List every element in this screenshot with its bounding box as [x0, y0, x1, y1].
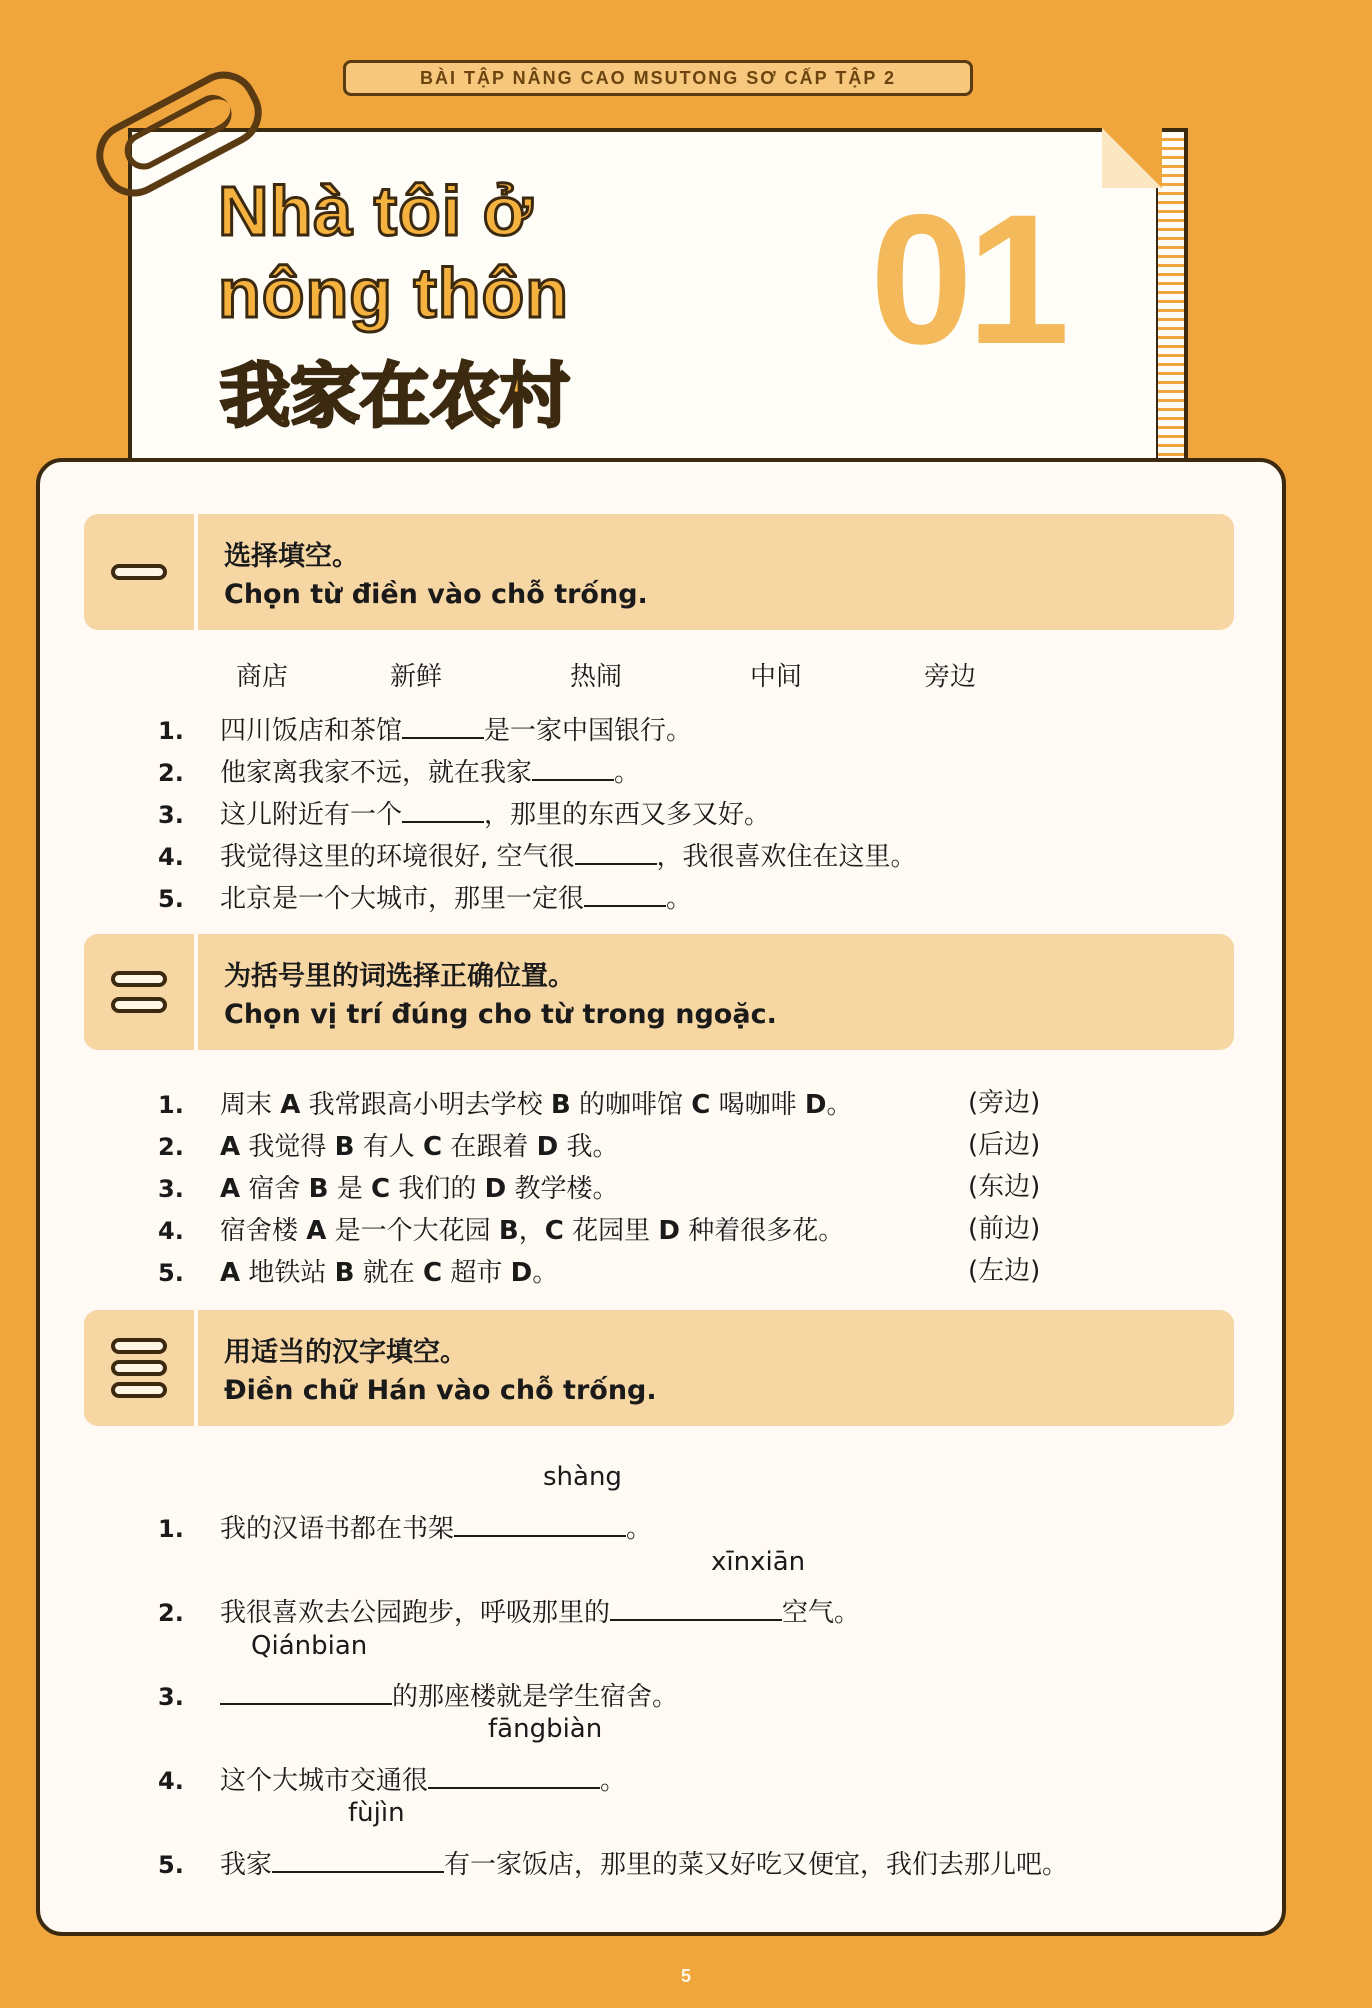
position-marker[interactable]: D [510, 1258, 533, 1288]
question-text: 花园里 [563, 1216, 659, 1246]
word-bank-item: 商店 [236, 662, 289, 692]
position-marker[interactable]: C [371, 1174, 391, 1204]
section-1-instruction-vi: Chọn từ điền vào chỗ trống. [224, 579, 648, 610]
bracket-word: (旁边) [968, 1088, 1041, 1118]
position-marker[interactable]: C [691, 1090, 711, 1120]
s2-question-5 [158, 1252, 558, 1289]
lesson-title-line2: nông thôn [218, 254, 570, 332]
question-number: 1. [158, 1091, 184, 1119]
position-marker[interactable]: B [334, 1258, 355, 1288]
question-text: 宿舍 [240, 1174, 309, 1204]
position-marker[interactable]: A [220, 1174, 241, 1204]
question-text: 有一家饭店，那里的菜又好吃又便宜，我们去那儿吧。 [444, 1850, 1069, 1880]
position-marker[interactable]: C [423, 1258, 443, 1288]
answer-blank[interactable] [402, 717, 484, 739]
s1-question-5 [158, 878, 692, 915]
section-3-numeral [84, 1310, 198, 1426]
question-number: 4. [158, 1767, 184, 1795]
question-text: ，那里的东西又多又好。 [484, 800, 771, 830]
question-text: 的咖啡馆 [570, 1090, 692, 1120]
position-marker[interactable]: B [498, 1216, 519, 1246]
question-number: 2. [158, 1599, 184, 1627]
question-text: 宿舍楼 [220, 1216, 307, 1246]
question-number: 3. [158, 801, 184, 829]
question-text: 我的汉语书都在书架 [220, 1514, 455, 1544]
question-text: 我常跟高小明去学校 [300, 1090, 551, 1120]
s1-question-2 [158, 752, 640, 789]
question-text: 我们的 [390, 1174, 485, 1204]
position-marker[interactable]: D [804, 1090, 827, 1120]
s3-question-1 [158, 1508, 652, 1545]
position-marker[interactable]: B [308, 1174, 329, 1204]
answer-blank[interactable] [610, 1599, 782, 1621]
numeral-bar-icon [111, 971, 167, 987]
answer-blank[interactable] [532, 759, 614, 781]
pinyin-hint: shàng [543, 1462, 622, 1492]
question-text: 就在 [354, 1258, 424, 1288]
pinyin-hint: xīnxiān [711, 1547, 806, 1577]
question-number: 1. [158, 1515, 184, 1543]
question-text: 空气。 [782, 1598, 861, 1628]
section-1-header [84, 514, 1234, 630]
lesson-number: 01 [870, 177, 1064, 383]
question-text: 喝咖啡 [710, 1090, 805, 1120]
lesson-title-vietnamese [218, 170, 738, 334]
s1-question-1 [158, 710, 692, 747]
question-text: 我觉得这里的环境很好, 空气很 [220, 842, 575, 872]
section-2-numeral [84, 934, 198, 1050]
section-3-instruction-zh: 用适当的汉字填空。 [224, 1337, 467, 1368]
numeral-bar-icon [111, 1338, 167, 1354]
question-text: 周末 [220, 1090, 281, 1120]
question-number: 4. [158, 1217, 184, 1245]
question-text: 四川饭店和茶馆 [220, 716, 403, 746]
bracket-word: (左边) [968, 1256, 1041, 1286]
folded-corner [1102, 128, 1162, 188]
question-text: 在跟着 [442, 1132, 537, 1162]
question-number: 3. [158, 1683, 184, 1711]
section-1-instruction-zh: 选择填空。 [224, 541, 359, 572]
s3-question-3 [158, 1676, 678, 1713]
question-text: ，我很喜欢住在这里。 [656, 842, 917, 872]
question-number: 2. [158, 1133, 184, 1161]
answer-blank[interactable] [402, 801, 484, 823]
question-text: 是 [328, 1174, 372, 1204]
question-text: 。 [614, 758, 641, 788]
question-text: 的那座楼就是学生宿舍。 [392, 1682, 679, 1712]
question-text: 我。 [558, 1132, 619, 1162]
question-text: 我家 [220, 1850, 273, 1880]
question-text: ， [518, 1216, 545, 1246]
position-marker[interactable]: B [550, 1090, 571, 1120]
numeral-bar-icon [111, 1382, 167, 1398]
question-number: 3. [158, 1175, 184, 1203]
question-text: 种着很多花。 [679, 1216, 845, 1246]
question-text: 。 [626, 1514, 653, 1544]
section-2-instruction-zh: 为括号里的词选择正确位置。 [224, 961, 575, 992]
lesson-title-chinese: 我家在农村 [220, 355, 570, 437]
bracket-word: (后边) [968, 1130, 1041, 1160]
page-number: 5 [680, 1966, 691, 1986]
question-text: 我很喜欢去公园跑步，呼吸那里的 [220, 1598, 611, 1628]
s3-question-4 [158, 1760, 626, 1797]
question-text: 有人 [354, 1132, 424, 1162]
question-text: 。 [666, 884, 693, 914]
question-text: 我觉得 [240, 1132, 335, 1162]
position-marker[interactable]: D [658, 1216, 680, 1246]
answer-blank[interactable] [272, 1851, 444, 1873]
question-text: 教学楼。 [506, 1174, 619, 1204]
section-1-numeral [84, 514, 198, 630]
question-text: 北京是一个大城市，那里一定很 [220, 884, 585, 914]
position-marker[interactable]: A [220, 1258, 241, 1288]
question-text: 是一个大花园 [326, 1216, 499, 1246]
answer-blank[interactable] [584, 885, 666, 907]
position-marker[interactable]: A [220, 1132, 241, 1162]
position-marker[interactable]: A [280, 1090, 301, 1120]
question-number: 4. [158, 843, 184, 871]
question-number: 5. [158, 885, 184, 913]
answer-blank[interactable] [575, 843, 657, 865]
word-bank-item: 中间 [750, 662, 803, 692]
question-number: 1. [158, 717, 184, 745]
numeral-bar-icon [111, 997, 167, 1013]
pinyin-hint: fùjìn [348, 1798, 405, 1828]
bracket-word: (东边) [968, 1172, 1041, 1202]
pinyin-hint: Qiánbian [251, 1631, 368, 1661]
question-text: 这个大城市交通很 [220, 1766, 429, 1796]
position-marker[interactable]: A [306, 1216, 327, 1246]
question-text: 。 [826, 1090, 853, 1120]
s2-question-4 [158, 1210, 844, 1247]
s2-question-1 [158, 1084, 853, 1121]
position-marker[interactable]: B [334, 1132, 355, 1162]
book-series-banner: BÀI TẬP NÂNG CAO MSUTONG SƠ CẤP TẬP 2 [343, 60, 973, 96]
s2-question-2 [158, 1126, 619, 1163]
section-2-instruction-vi: Chọn vị trí đúng cho từ trong ngoặc. [224, 999, 777, 1030]
s1-question-3 [158, 794, 770, 831]
section-3-instruction-vi: Điền chữ Hán vào chỗ trống. [224, 1375, 657, 1406]
s3-question-2 [158, 1592, 860, 1629]
lesson-title-line1: Nhà tôi ở [218, 172, 534, 250]
word-bank-item: 旁边 [924, 662, 977, 692]
question-number: 5. [158, 1259, 184, 1287]
question-text: 。 [600, 1766, 627, 1796]
position-marker[interactable]: C [423, 1132, 443, 1162]
question-number: 2. [158, 759, 184, 787]
question-number: 5. [158, 1851, 184, 1879]
word-bank-item: 新鲜 [390, 662, 443, 692]
question-text: 是一家中国银行。 [484, 716, 693, 746]
question-text: 这儿附近有一个 [220, 800, 403, 830]
question-text: 他家离我家不远，就在我家 [220, 758, 533, 788]
question-text: 地铁站 [240, 1258, 335, 1288]
s2-question-3 [158, 1168, 619, 1205]
position-marker[interactable]: D [536, 1132, 559, 1162]
numeral-bar-icon [111, 1360, 167, 1376]
s1-question-4 [158, 836, 917, 873]
question-text: 超市 [442, 1258, 511, 1288]
question-text: 。 [532, 1258, 559, 1288]
numeral-bar-icon [111, 564, 167, 580]
s3-question-5 [158, 1844, 1068, 1881]
section-2-header [84, 934, 1234, 1050]
section-3-header [84, 1310, 1234, 1426]
position-marker[interactable]: D [484, 1174, 507, 1204]
answer-blank[interactable] [454, 1515, 626, 1537]
answer-blank[interactable] [220, 1683, 392, 1705]
bracket-word: (前边) [968, 1214, 1041, 1244]
pinyin-hint: fāngbiàn [488, 1714, 603, 1744]
position-marker[interactable]: C [544, 1216, 564, 1246]
word-bank-item: 热闹 [570, 662, 623, 692]
answer-blank[interactable] [428, 1767, 600, 1789]
